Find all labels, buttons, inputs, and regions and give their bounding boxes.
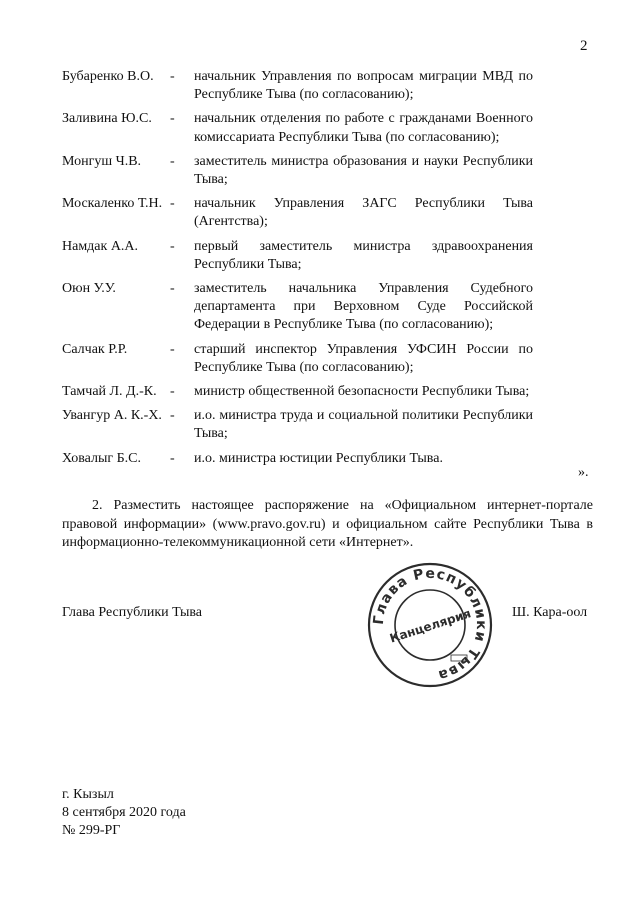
closing-quote: ». bbox=[578, 465, 589, 480]
member-dash: - bbox=[170, 196, 175, 212]
page-number: 2 bbox=[580, 38, 588, 54]
member-role: первый заместитель министра здравоохранения Республики Тыва; bbox=[194, 238, 533, 272]
document-footer bbox=[62, 786, 186, 840]
member-row bbox=[0, 383, 639, 401]
member-name: Салчак Р.Р. bbox=[62, 341, 128, 357]
member-name: Заливина Ю.С. bbox=[62, 111, 152, 127]
member-dash: - bbox=[170, 238, 175, 254]
member-row bbox=[0, 110, 639, 146]
member-name: Бубаренко В.О. bbox=[62, 69, 154, 84]
member-dash: - bbox=[170, 69, 175, 84]
member-role: заместитель министра образования и науки Республики Тыва; bbox=[194, 153, 533, 188]
svg-text:Глава Республики Тыва: Глава Республики Тыва bbox=[370, 565, 490, 684]
member-role: старший инспектор Управления УФСИН России по Республике Тыва (по согласованию); bbox=[194, 341, 533, 375]
member-name: Москаленко Т.Н. bbox=[62, 196, 163, 212]
member-name: Монгуш Ч.В. bbox=[62, 153, 142, 169]
member-row bbox=[0, 153, 639, 189]
member-role: и.о. министра труда и социальной политики Республики Тыва; bbox=[194, 408, 533, 442]
member-dash: - bbox=[170, 384, 175, 400]
publication-paragraph: 2. Разместить настоящее распоряжение на «Официальном интернет-портале правовой информации» (www.pravo.gov.ru) и официальном сайте Республики Тыва в информационно-телекоммуникационной сети «Интернет». bbox=[62, 498, 593, 551]
stamp-seal-icon bbox=[365, 560, 495, 690]
signature-title: Глава Республики Тыва bbox=[62, 605, 203, 620]
member-role: министр общественной безопасности Республики Тыва; bbox=[194, 384, 530, 400]
signature-name: Ш. Кара-оол bbox=[512, 605, 588, 620]
member-name: Увангур А. К.-Х. bbox=[62, 408, 162, 424]
member-row bbox=[0, 238, 639, 274]
member-row bbox=[0, 68, 639, 104]
member-name: Намдак А.А. bbox=[62, 238, 139, 254]
footer-date: 8 сентября 2020 года bbox=[62, 805, 186, 820]
member-name: Тамчай Л. Д.-К. bbox=[62, 384, 157, 400]
member-row bbox=[0, 341, 639, 377]
members-list bbox=[0, 68, 639, 474]
member-role: начальник Управления ЗАГС Республики Тыва (Агентства); bbox=[194, 196, 533, 230]
member-dash: - bbox=[170, 111, 175, 127]
member-row bbox=[0, 407, 639, 443]
member-role: начальник Управления по вопросам миграции МВД по Республике Тыва (по согласованию); bbox=[194, 69, 533, 103]
member-row bbox=[0, 280, 639, 335]
member-row bbox=[0, 450, 639, 468]
svg-text:Канцелярия: Канцелярия bbox=[387, 606, 473, 646]
member-dash: - bbox=[170, 281, 175, 297]
member-dash: - bbox=[170, 341, 175, 357]
footer-city: г. Кызыл bbox=[62, 787, 114, 802]
member-dash: - bbox=[170, 450, 175, 466]
footer-number: № 299-РГ bbox=[62, 823, 121, 838]
member-dash: - bbox=[170, 408, 175, 424]
member-role: заместитель начальника Управления Судебного департамента при Верховном Суде Российской Федерации в Республике Тыва (по согласованию); bbox=[194, 281, 533, 333]
member-role: и.о. министра юстиции Республики Тыва. bbox=[194, 450, 443, 466]
member-dash: - bbox=[170, 153, 175, 169]
member-name: Оюн У.У. bbox=[62, 281, 116, 297]
member-row bbox=[0, 195, 639, 231]
member-name: Ховалыг Б.С. bbox=[62, 450, 142, 466]
member-role: начальник отделения по работе с гражданами Военного комиссариата Республики Тыва (по согласованию); bbox=[194, 111, 533, 145]
official-stamp bbox=[365, 560, 495, 690]
